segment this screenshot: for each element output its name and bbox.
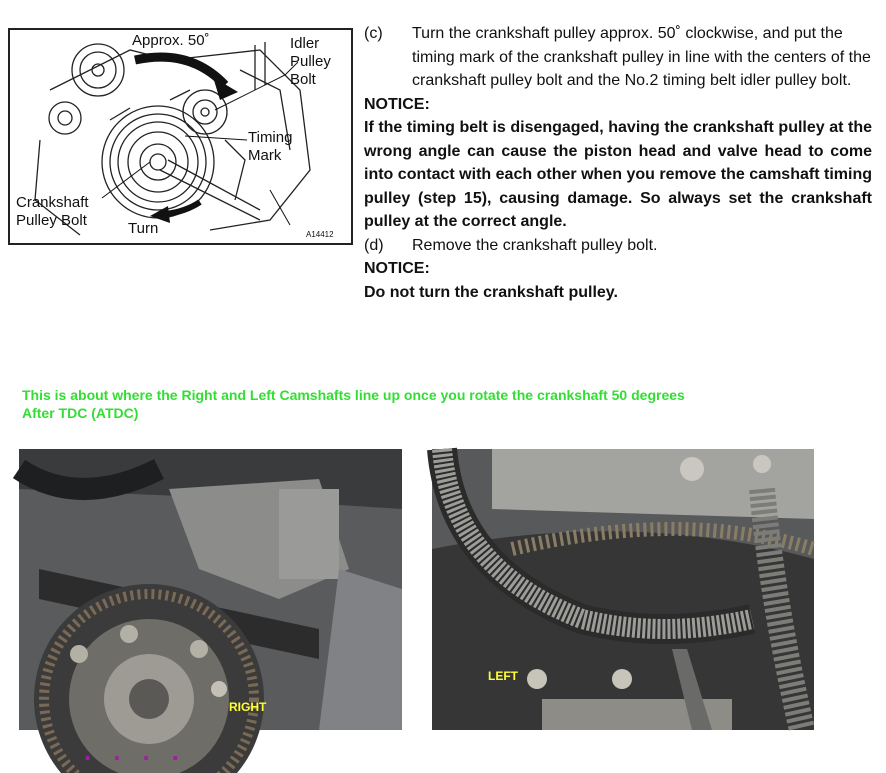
step-d-letter: (d): [364, 236, 384, 254]
left-label: LEFT: [488, 669, 518, 683]
right-label: RIGHT: [229, 700, 267, 714]
footer-text-fragment: [84, 736, 224, 766]
step-c-text: Turn the crankshaft pulley approx. 50˚ clockwise, and put the timing mark of the crankshaft pulley in line with the centers of the crankshaft pulley bolt and the No.2 timing belt idler pulley bolt.: [412, 25, 871, 89]
notice-2-text: Do not turn the crankshaft pulley.: [364, 283, 618, 301]
approx-50-label: Approx. 50˚: [132, 32, 210, 49]
right-camshaft-photo: [19, 449, 402, 730]
timing-mark-label: Timing Mark: [248, 129, 293, 164]
step-c-letter: (c): [364, 25, 383, 42]
caption-line-2: After TDC (ATDC): [22, 405, 139, 421]
step-d-text: Remove the crankshaft pulley bolt.: [412, 236, 658, 254]
caption-line-1: This is about where the Right and Left Camshafts line up once you rotate the crankshaft 50 degrees: [22, 387, 685, 403]
camshaft-caption: [22, 386, 842, 422]
figure-code: A14412: [306, 230, 334, 239]
notice-2-heading: NOTICE:: [364, 260, 430, 277]
engine-diagram: [8, 28, 353, 245]
notice-1-text: If the timing belt is disengaged, having the crankshaft pulley at the wrong angle can cause the piston head and valve head to come into contact with each other when you remove the camshaft timing pulley (step 15), causing damage. So always set the crankshaft pulley at the correct angle.: [364, 119, 872, 230]
left-camshaft-photo: [432, 449, 814, 730]
step-d: [364, 234, 872, 258]
crankshaft-pulley-bolt-label: Crankshaft Pulley Bolt: [16, 194, 89, 229]
notice-1-heading: NOTICE:: [364, 95, 430, 113]
idler-pulley-bolt-label: Idler Pulley Bolt: [290, 35, 331, 88]
left-camshaft-photo-art: [432, 449, 814, 730]
right-camshaft-photo-art: [19, 449, 402, 730]
turn-label: Turn: [128, 220, 159, 237]
instruction-steps: [364, 22, 872, 304]
step-c: [364, 22, 872, 93]
footer-fragment-text: ....: [84, 736, 201, 766]
